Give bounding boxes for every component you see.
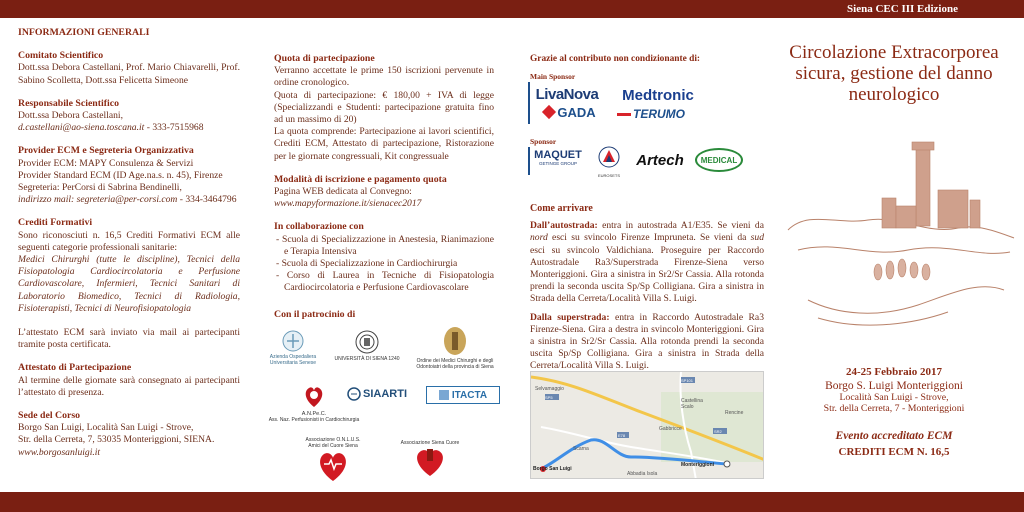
siaarti-logo (340, 383, 414, 405)
bottom-bar (0, 492, 1024, 512)
quota-text3: La quota comprende: Partecipazione ai lavori scientifici, Crediti ECM, Attestato di partecipazione, Ristorazione per le giornate congressuali, Kit congressuale (274, 126, 494, 162)
crediti-categories: Medici Chirurghi (tutte le discipline), Tecnici della Fisiopatologia Cardiocircolatoria e Perfusione Cardiovascolare, Infermieri, Tecnici Sanitari di Laboratorio Biomedico, Tecnici di Radiologia, Fisioterapisti, Tecnici di Neurofisiopatologia (18, 254, 240, 314)
sede-line1: Borgo San Luigi, Località San Luigi - Strove, (18, 422, 194, 434)
map-label-scarna: Scarna (573, 446, 589, 452)
collab-list (274, 234, 494, 295)
resp-phone: - 333-7515968 (144, 122, 204, 134)
provider-email[interactable]: indirizzo mail: segreteria@per-corsi.com (18, 194, 178, 206)
resp-email[interactable]: d.castellani@ao-siena.toscana.it (18, 122, 145, 134)
medical-logo (695, 148, 743, 172)
terumo-icon (617, 113, 631, 116)
edition-label: Siena CEC III Edizione (847, 3, 958, 15)
autostrada-text-b: esci su svincolo Firenze Impruneta. Se vieni da (547, 232, 751, 244)
sede-line2: Str. della Cerreta, 7, 53035 Monteriggioni, SIENA. (18, 434, 215, 446)
location-map[interactable] (530, 371, 764, 479)
maquet-logo (532, 149, 584, 166)
map-roads (531, 372, 764, 479)
top-bar (0, 0, 1024, 18)
map-label-castellina: Castellina Scalo (681, 398, 703, 410)
map-label-sp101: SP101 (681, 378, 694, 383)
event-location-2: Str. della Cerreta, 7 - Monteriggioni (823, 403, 965, 414)
artech-logo (632, 150, 688, 170)
sede-website[interactable]: www.borgosanluigi.it (18, 446, 101, 458)
crediti-text: Sono riconosciuti n. 16,5 Crediti Formativi ECM alle seguenti categorie professionali sanitarie: (18, 229, 240, 253)
modalita-heading: Modalità di iscrizione e pagamento quota (274, 173, 447, 185)
sede-heading: Sede del Corso (18, 410, 81, 422)
event-venue: Borgo S. Luigi Monteriggioni (825, 380, 963, 392)
map-label-e78: E78 (618, 433, 626, 438)
directions-block (530, 203, 764, 373)
aou-label: Azienda Ospedaliera Universitaria Senese (269, 354, 317, 366)
unisi-logo (330, 330, 404, 362)
provider-line2: Provider Standard ECM (ID Age.na.s. n. 45), Firenze (18, 169, 223, 181)
attestato-heading: Attestato di Partecipazione (18, 362, 132, 374)
livanova-label: LivaNova (535, 85, 599, 103)
siena-cuore-label: Associazione Siena Cuore (400, 440, 460, 446)
event-dates: 24-25 Febbraio 2017 (846, 366, 942, 378)
autostrada-label: Dall’autostrada: (530, 220, 598, 232)
anpec-label: A.N.Pe.C. (301, 411, 327, 417)
unisi-seal-icon (354, 330, 380, 354)
autostrada-text-c: esci su svincolo Valdichiana. Proseguire per Raccordo Autostradale Ra3/Superstrada Firenze-Siena verso Monteriggioni. Gira a sinistra in Sr2/Sr Cassia. Alla rotonda prendi la seconda uscita Sp/Sp Colligiana. Gira a sinistra in Strada della Cerreta/Località Villa S. Luigi. (530, 244, 764, 305)
collab-item: - Scuola di Specializzazione in Anestesia, Rianimazione e Terapia Intensiva (276, 233, 494, 257)
map-label-selvamaggio: Selvamaggio (535, 386, 564, 392)
ordine-emblem-icon (442, 326, 468, 356)
terumo-label: TERUMO (633, 107, 685, 121)
maquet-sub-label: GETINGE GROUP (538, 161, 577, 166)
resp-name: Dott.ssa Debora Castellani, (18, 110, 123, 122)
arrivare-heading: Come arrivare (530, 203, 593, 214)
evento-accreditato: Evento accreditato ECM (835, 430, 953, 442)
superstrada-text (530, 312, 764, 373)
eurosets-logo (592, 146, 626, 178)
main-sponsor-label: Main Sponsor (530, 72, 576, 82)
medtronic-logo (618, 86, 698, 104)
itacta-icon (439, 390, 449, 400)
registration-column (274, 53, 494, 321)
event-location-1: Località San Luigi - Strove, (839, 392, 949, 403)
autostrada-sud: sud (750, 232, 764, 244)
livanova-logo (532, 85, 602, 103)
map-label-borgo: Borgo San Luigi (533, 466, 572, 472)
superstrada-label: Dalla superstrada: (530, 311, 610, 323)
medical-label: MEDICAL (700, 155, 738, 165)
cover-column (778, 42, 1010, 105)
provider-line1: Provider ECM: MAPY Consulenza & Servizi (18, 157, 194, 169)
crediti-heading: Crediti Formativi (18, 217, 93, 229)
collab-heading: In collaborazione con (274, 221, 364, 233)
siena-landscape-illustration (778, 140, 1018, 340)
attestato-text: Al termine delle giornate sarà consegnato ai partecipanti l’attestato di presenza. (18, 374, 240, 398)
map-label-abbadia: Abbadia Isola (627, 471, 658, 477)
sponsor-divider (528, 82, 530, 124)
siena-cuore-heart-icon (413, 446, 447, 478)
provider-line3: Segreteria: PerCorsi di Sabrina Bendinelli, (18, 182, 182, 194)
comitato-heading: Comitato Scientifico (18, 50, 104, 62)
anpec-full-label: Ass. Naz. Perfusionisti in Cardiochirurgia (268, 417, 360, 423)
itacta-logo (426, 386, 500, 404)
artech-label: Artech (636, 151, 684, 169)
terumo-logo (614, 106, 688, 122)
attestato-ecm-text: L’attestato ECM sarà inviato via mail ai partecipanti tramite posta certificata. (18, 327, 240, 351)
itacta-label: ITACTA (451, 389, 488, 401)
map-label-rencine: Rencine (725, 410, 744, 416)
autostrada-text (530, 220, 764, 305)
ordine-logo (410, 326, 500, 370)
comitato-text: Dott.ssa Debora Castellani, Prof. Mario Chiavarelli, Prof. Sabino Scolletta, Dott.ssa Felicetta Simeone (18, 62, 240, 86)
siena-cuore-logo (394, 440, 466, 480)
maquet-label: MAQUET (534, 149, 582, 161)
quota-text1: Verranno accettate le prime 150 iscrizioni pervenute in ordine cronologico. (274, 65, 494, 89)
quota-text2: Quota di partecipazione: € 180,00 + IVA di legge (Specializzandi e Studenti: partecipazione gratuita fino ad un massimo di 20) (274, 89, 494, 126)
gada-logo (540, 104, 600, 120)
sponsors-directions-column (530, 53, 764, 83)
crediti-ecm: CREDITI ECM N. 16,5 (838, 446, 950, 458)
eurosets-label: EUROSETS (597, 173, 620, 178)
resp-contact (18, 122, 240, 134)
modalita-website[interactable]: www.mapyformazione.it/sienacec2017 (274, 198, 422, 210)
aou-logo (262, 330, 324, 366)
superstrada-text-body: entra in Raccordo Autostradale Ra3 Firenze-Siena. Gira a destra in svincolo Monteriggioni. Gira a sinistra in Sr2/Sr Cassia. Alla rotonda prendi la seconda uscita Sp/Sp Colligiana. Gira a sinistra in Strada della Cerreta/Località Villa S. Luigi. (530, 311, 764, 372)
collab-item: - Scuola di Specializzazione in Cardiochirurgia (276, 258, 458, 270)
quota-heading: Quota di partecipazione (274, 53, 375, 64)
unisi-label: UNIVERSITÀ DI SIENA 1240 (334, 356, 400, 362)
collab-item: - Corso di Laurea in Tecniche di Fisiopatologia Cardiocircolatoria e Perfusione Cardiovascolare (276, 270, 494, 294)
patrocinio-heading: Con il patrocinio di (274, 308, 356, 320)
map-label-sp5: SP5 (545, 395, 553, 400)
event-title: Circolazione Extracorporea sicura, gestione del danno neurologico (789, 42, 999, 105)
eurosets-icon (597, 146, 621, 168)
provider-phone: - 334-3464796 (177, 194, 237, 206)
gada-label: GADA (557, 104, 596, 120)
provider-heading: Provider ECM e Segreteria Organizzativa (18, 145, 194, 157)
map-label-gabbricce: Gabbricce (659, 426, 682, 432)
grazie-heading: Grazie al contributo non condizionante di: (530, 54, 701, 64)
autostrada-nord: nord (530, 232, 548, 244)
siaarti-label: SIAARTI (363, 388, 407, 400)
autostrada-text-a: entra in autostrada A1/E35. Se vieni da (597, 220, 764, 232)
onlus-label: Associazione O.N.L.U.S. Amici del Cuore Siena (305, 437, 361, 449)
aou-emblem-icon (282, 330, 304, 352)
anpec-heart-icon (302, 383, 326, 409)
map-label-monteriggioni: Monteriggioni (681, 462, 715, 468)
gada-icon (542, 105, 556, 119)
onlus-logo (300, 437, 366, 485)
map-label-sr2: SR2 (714, 429, 722, 434)
medtronic-label: Medtronic (622, 86, 694, 104)
resp-heading: Responsabile Scientifico (18, 97, 119, 109)
provider-contact (18, 194, 240, 206)
sponsor-label: Sponsor (530, 137, 557, 146)
sponsor-divider-2 (528, 147, 530, 175)
ordine-label: Ordine dei Medici Chirurghi e degli Odontoiatri della provincia di Siena (416, 358, 494, 370)
event-details (778, 366, 1010, 458)
general-info-title: INFORMAZIONI GENERALI (18, 27, 150, 38)
modalita-text: Pagina WEB dedicata al Convegno: (274, 186, 412, 198)
general-info-column (18, 27, 240, 459)
siaarti-icon (347, 387, 361, 401)
onlus-heart-icon (316, 449, 350, 483)
